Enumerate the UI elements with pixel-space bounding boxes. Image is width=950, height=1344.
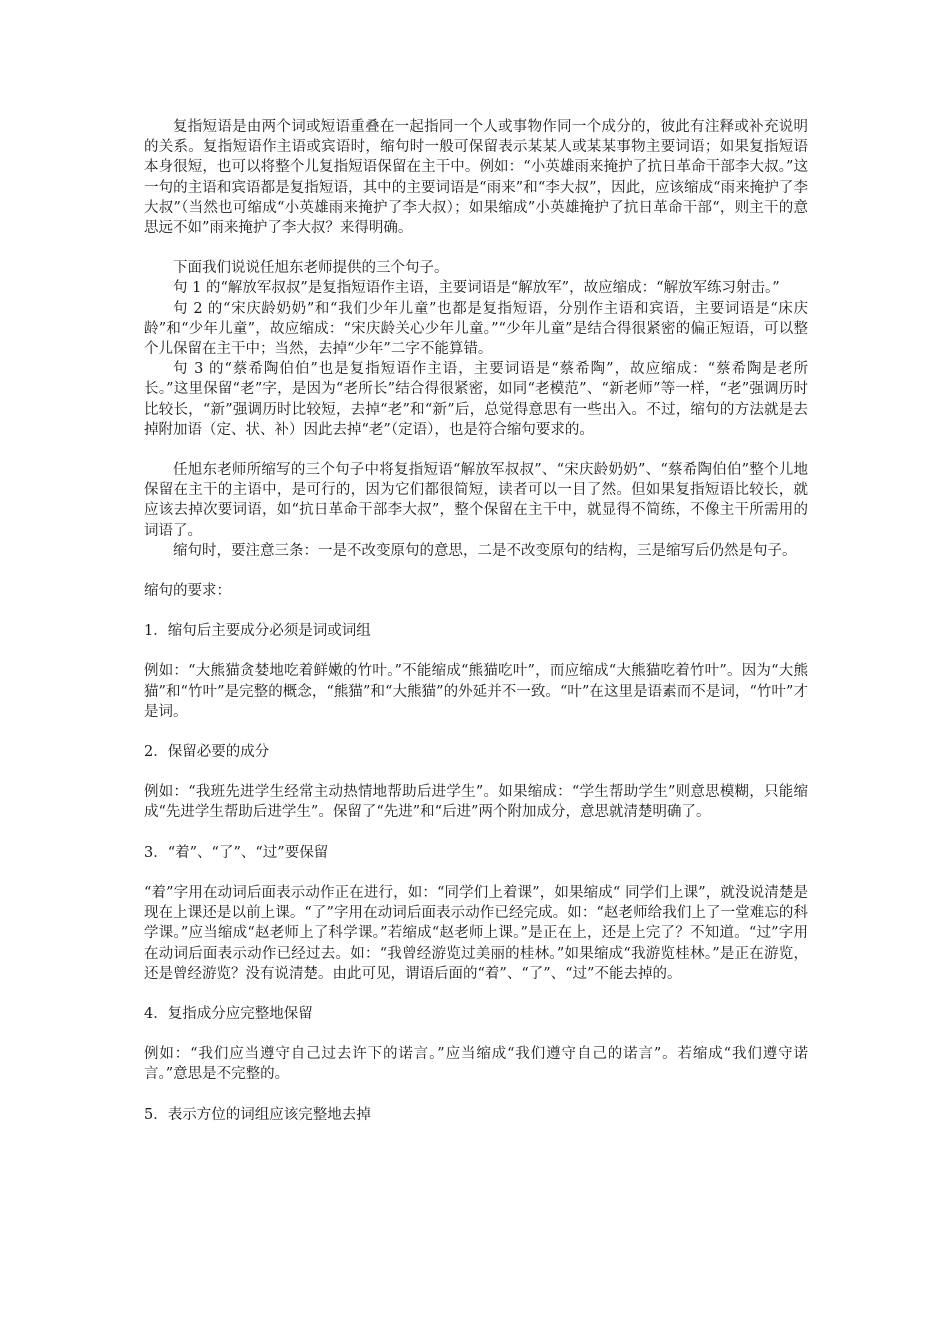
paragraph-sentence-1: 句 1 的“解放军叔叔”是复指短语作主语，主要词语是“解放军”，故应缩成：“解放军练习射击。” xyxy=(173,280,780,297)
paragraph-three-sentences-intro: 下面我们说说任旭东老师提供的三个句子。 xyxy=(173,260,449,277)
rule-heading-5: 5．表示方位的词组应该完整地去掉 xyxy=(144,1106,371,1123)
paragraph-sentence-2: 句 2 的“宋庆龄奶奶”和“我们少年儿童”也都是复指短语，分别作主语和宾语，主要词语是“床庆龄”和“少年儿童”，故应缩成：“宋庆龄关心少年儿童。”“少年儿童”是结合得很紧密的偏正短语，可以整个儿保留在主干中；当然，去掉“少年”二字不能算错。 xyxy=(144,300,808,358)
paragraph-sentence-3: 句 3 的“蔡希陶伯伯”也是复指短语作主语，主要词语是“蔡希陶”，故应缩成：“蔡希陶是老所长。”这里保留“老”字，是因为“老所长”结合得很紧密，如同“老模范”、“新老师”等一样，“老”强调历时比较长，“新”强调历时比较短，去掉“老”和“新”后，总觉得意思有一些出入。不过，缩句的方法就是去掉附加语（定、状、补）因此去掉“老”（定语），也是符合缩句要求的。 xyxy=(144,361,808,438)
rule-heading-4: 4．复指成分应完整地保留 xyxy=(144,1005,313,1022)
paragraph-appositive-intro: 复指短语是由两个词或短语重叠在一起指同一个人或事物作同一个成分的，彼此有注释或补充说明的关系。复指短语作主语或宾语时，缩句时一般可保留表示某某人或某某事物主要词语；如果复指短语本身很短，也可以将整个儿复指短语保留在主干中。例如：“小英雄雨来掩护了抗日革命干部李大叔。”这一句的主语和宾语都是复指短语，其中的主要词语是“雨来”和“李大叔”，因此，应该缩成“雨来掩护了李大叔”（当然也可缩成“小英雄雨来掩护了李大叔）；如果缩成”小英雄掩护了抗日革命干部“，则主干的意思远不如”雨来掩护了李大叔？来得明确。 xyxy=(144,119,808,237)
paragraph-three-rules: 缩句时，要注意三条：一是不改变原句的意思，二是不改变原句的结构，三是缩写后仍然是句子。 xyxy=(173,542,797,559)
rule-example-3: “着”字用在动词后面表示动作正在进行，如：“同学们上着课”，如果缩成“ 同学们上课”，就没说清楚是现在上课还是以前上课。“了”字用在动词后面表示动作已经完成。如：“赵老师给我们上了一堂难忘的科学课。”应当缩成“赵老师上了科学课。”若缩成“赵老师上课。”是正在上，还是上完了？不知道。“过”字用在动词后面表示动作已经过去。如：“我曾经游览过美丽的桂林。”如果缩成“我游览桂林。”是正在游览，还是曾经游览？没有说清楚。由此可见，谓语后面的“着”、“了”、“过”不能去掉的。 xyxy=(144,884,808,982)
rule-heading-3: 3．“着”、“了”、“过”要保留 xyxy=(144,844,329,861)
document-body xyxy=(144,117,808,1125)
rule-heading-1: 1．缩句后主要成分必须是词或词组 xyxy=(144,623,371,640)
rule-example-2: 例如：“我班先进学生经常主动热情地帮助后进学生”。如果缩成：“学生帮助学生”则意思模糊，只能缩成“先进学生帮助后进学生”。保留了“先进”和“后进”两个附加成分，意思就清楚明确了。 xyxy=(144,784,808,821)
rule-example-4: 例如：“我们应当遵守自己过去许下的诺言。”应当缩成“我们遵守自己的诺言”。若缩成“我们遵守诺言。”意思是不完整的。 xyxy=(144,1046,808,1083)
section-heading-requirements: 缩句的要求： xyxy=(144,583,231,600)
rule-heading-2: 2．保留必要的成分 xyxy=(144,744,270,761)
paragraph-summary: 任旭东老师所缩写的三个句子中将复指短语“解放军叔叔”、“宋庆龄奶奶”、“蔡希陶伯伯”整个儿地保留在主干的主语中，是可行的，因为它们都很简短，读者可以一目了然。但如果复指短语比较长，就应该去掉次要词语，如“抗日革命干部李大叔”，整个保留在主干中，就显得不简练，不像主干所需用的词语了。 xyxy=(144,462,808,539)
rule-example-1: 例如：“大熊猫贪婪地吃着鲜嫩的竹叶。”不能缩成“熊猫吃叶”，而应缩成“大熊猫吃着竹叶”。因为“大熊猫”和“竹叶”是完整的概念，“熊猫”和“大熊猫”的外延并不一致。“叶”在这里是语素而不是词，“竹叶”才是词。 xyxy=(144,663,808,720)
